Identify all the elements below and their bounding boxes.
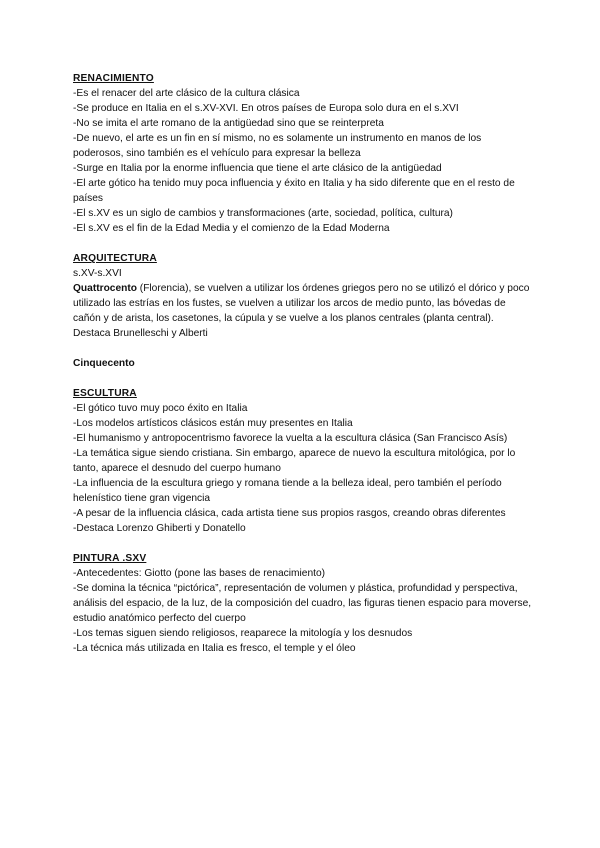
paragraph-line: -Antecedentes: Giotto (pone las bases de renacimiento)	[73, 568, 326, 579]
paragraph-line: -El s.XV es el fin de la Edad Media y el comienzo de la Edad Moderna	[73, 223, 390, 234]
paragraph-line: -Los temas siguen siendo religiosos, reaparece la mitología y los desnudos	[73, 628, 413, 639]
cinquecento-heading: Cinquecento	[73, 358, 135, 369]
spacer	[73, 236, 533, 251]
section-title-arquitectura: ARQUITECTURA	[73, 253, 157, 264]
section-renacimiento	[73, 71, 533, 236]
section-title-renacimiento: RENACIMIENTO	[73, 73, 154, 84]
paragraph-line: -De nuevo, el arte es un fin en sí mismo, no es solamente un instrumento en manos de los poderosos, sino también es el vehículo para expresar la belleza	[73, 133, 482, 159]
destaca-line: Destaca Brunelleschi y Alberti	[73, 328, 208, 339]
quattrocento-text: (Florencia), se vuelven a utilizar los órdenes griegos pero no se utilizó el dórico y poco utilizado las estrías en los fustes, se vuelven a utilizar los arcos de medio punto, las bóvedas de cañón y de arista, los casetones, la cúpula y se vuelve a los planos centrales (planta central).	[73, 283, 530, 324]
section-pintura	[73, 551, 533, 656]
paragraph-line: -Destaca Lorenzo Ghiberti y Donatello	[73, 523, 246, 534]
paragraph-line: -Los modelos artísticos clásicos están muy presentes en Italia	[73, 418, 353, 429]
quattrocento-label: Quattrocento	[73, 283, 137, 294]
section-arquitectura	[73, 251, 533, 371]
paragraph-line: -A pesar de la influencia clásica, cada artista tiene sus propios rasgos, creando obras diferentes	[73, 508, 506, 519]
paragraph-line: -Se domina la técnica “pictórica”, representación de volumen y plástica, profundidad y perspectiva, análisis del espacio, de la luz, de la composición del cuadro, las figuras tienen espacio para moverse, estudio anatómico perfecto del cuerpo	[73, 583, 532, 624]
section-title-pintura: PINTURA .SXV	[73, 553, 147, 564]
paragraph-line: -Es el renacer del arte clásico de la cultura clásica	[73, 88, 300, 99]
section-escultura	[73, 386, 533, 536]
paragraph-line: -El humanismo y antropocentrismo favorece la vuelta a la escultura clásica (San Francisco Asís)	[73, 433, 508, 444]
document-page	[73, 71, 533, 656]
quattrocento-paragraph	[73, 281, 533, 326]
paragraph-line: -El gótico tuvo muy poco éxito en Italia	[73, 403, 248, 414]
spacer	[73, 341, 533, 356]
paragraph-line: -Surge en Italia por la enorme influencia que tiene el arte clásico de la antigüedad	[73, 163, 442, 174]
spacer	[73, 536, 533, 551]
paragraph-line: -No se imita el arte romano de la antigüedad sino que se reinterpreta	[73, 118, 384, 129]
paragraph-line: -El s.XV es un siglo de cambios y transformaciones (arte, sociedad, política, cultura)	[73, 208, 453, 219]
period-line: s.XV-s.XVI	[73, 268, 122, 279]
spacer	[73, 371, 533, 386]
paragraph-line: -La influencia de la escultura griego y romana tiende a la belleza ideal, pero también el período helenístico tiene gran vigencia	[73, 478, 502, 504]
paragraph-line: -El arte gótico ha tenido muy poca influencia y éxito en Italia y ha sido diferente que en el resto de países	[73, 178, 515, 204]
section-title-escultura: ESCULTURA	[73, 388, 137, 399]
paragraph-line: -Se produce en Italia en el s.XV-XVI. En otros países de Europa solo dura en el s.XVI	[73, 103, 459, 114]
paragraph-line: -La temática sigue siendo cristiana. Sin embargo, aparece de nuevo la escultura mitológica, por lo tanto, aparece el desnudo del cuerpo humano	[73, 448, 516, 474]
paragraph-line: -La técnica más utilizada en Italia es fresco, el temple y el óleo	[73, 643, 356, 654]
